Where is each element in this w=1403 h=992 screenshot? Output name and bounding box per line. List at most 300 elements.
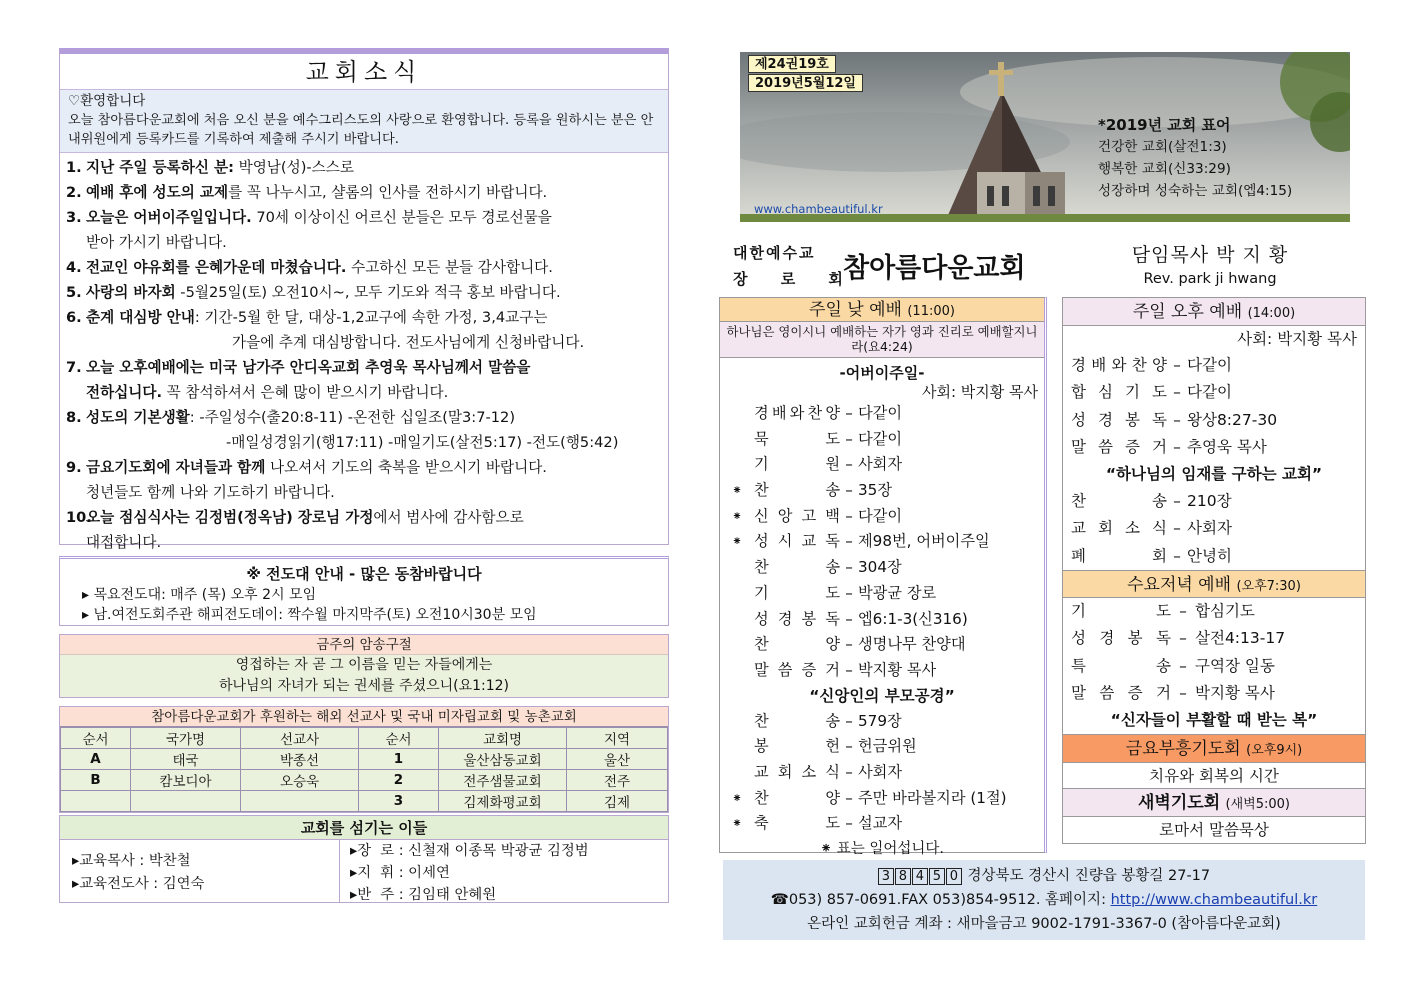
order-item-name <box>754 427 840 453</box>
order-dash: – <box>1179 683 1187 702</box>
order-item-char: 고 <box>801 506 817 525</box>
order-row <box>1071 515 1365 542</box>
evangelism-title: ※ 전도대 안내 - 많은 동참바랍니다 <box>246 565 482 583</box>
news-item-bold: 사랑의 바자회 <box>86 284 176 301</box>
news-item-text <box>86 230 227 255</box>
order-item-name <box>754 581 840 607</box>
mission-cell: 전주샘물교회 <box>439 770 567 791</box>
evangelism-panel <box>59 556 669 626</box>
order-row <box>720 529 1044 555</box>
order-item-char: 양 <box>825 788 840 807</box>
news-item-number: 2. <box>66 184 82 201</box>
issue-date: 2019년5월12일 <box>748 74 863 92</box>
news-item-text <box>86 355 530 380</box>
service-name: 수요저녁 예배 <box>1127 575 1232 596</box>
order-dash: – <box>845 506 853 525</box>
stand-marker: ⁕ <box>731 816 743 831</box>
mission-row <box>61 791 668 812</box>
order-dash: – <box>845 558 853 577</box>
news-item-bold: 성도의 기본생활 <box>86 409 190 426</box>
order-item-char: 와 <box>1111 356 1127 374</box>
order-item-char: 경 <box>1098 410 1113 429</box>
order-item-char: 찬 <box>1131 356 1147 374</box>
afternoon-service-title <box>1063 298 1365 326</box>
order-item-char: 기 <box>1125 383 1140 402</box>
order-item-value: 다같이 <box>1187 356 1232 374</box>
mission-cell: 박종선 <box>241 749 359 770</box>
order-item-char: 양 <box>1152 356 1167 374</box>
morning-order <box>720 401 1044 684</box>
order-item-value: 주만 바라볼지라 (1절) <box>858 788 1007 807</box>
order-item-name <box>754 555 840 581</box>
order-item-char: 봉 <box>1127 629 1143 648</box>
order-row <box>720 734 1044 760</box>
motto-line: 성장하며 성숙하는 교회(엡4:15) <box>1098 183 1293 199</box>
mission-header-cell: 순서 <box>359 728 439 749</box>
zip-digit: 8 <box>895 868 911 885</box>
dawn-prayer-desc: 로마서 말씀묵상 <box>1159 821 1269 840</box>
welcome-text: 오늘 참아름다운교회에 처음 오신 분을 예수그리스도의 사랑으로 환영합니다. 등록을 원하시는 분은 안내위원에게 등록카드를 기록하여 제출해 주시기 바랍니다. <box>68 113 654 147</box>
memory-verse-title: 금주의 암송구절 <box>60 635 668 655</box>
order-item-char: 송 <box>1152 492 1167 511</box>
order-item-char: 기 <box>1071 602 1086 621</box>
denomination-line: 장 로 회 <box>733 270 857 288</box>
order-dash: – <box>845 532 853 551</box>
zip-digit: 0 <box>946 868 962 885</box>
news-item-text <box>226 430 618 455</box>
order-item-char: 배 <box>771 404 787 422</box>
mission-cell: 울산 <box>567 749 668 770</box>
order-item-name <box>754 529 840 555</box>
order-item-char: 도 <box>1156 602 1171 621</box>
morning-service-title <box>720 298 1044 322</box>
header-banner <box>740 52 1350 222</box>
service-time: (새벽5:00) <box>1225 797 1290 813</box>
news-item-rest: 대접합니다. <box>86 534 162 551</box>
order-item-char: 원 <box>825 455 840 474</box>
order-item-name <box>1071 379 1167 406</box>
news-item <box>66 230 662 255</box>
order-item-name <box>1071 653 1171 680</box>
mission-cell: 전주 <box>567 770 668 791</box>
stand-marker <box>720 401 754 427</box>
order-row <box>720 427 1044 453</box>
pastor-name-ko: 담임목사 박 지 황 <box>1131 244 1289 266</box>
wednesday-service-title <box>1063 570 1365 598</box>
mission-cell: 태국 <box>131 749 241 770</box>
order-dash: – <box>845 481 853 500</box>
sunday-morning-service <box>719 297 1047 857</box>
news-item-bold: 오늘은 어버이주일입니다. <box>86 209 252 226</box>
news-item-bold: 춘계 대심방 안내 <box>86 309 195 326</box>
mission-table <box>60 727 668 812</box>
order-row <box>720 607 1044 633</box>
stand-marker <box>720 555 754 581</box>
order-row <box>1071 680 1365 707</box>
news-item-number: 5. <box>66 284 82 301</box>
order-item-value: 박광균 장로 <box>858 583 937 602</box>
order-item-name <box>754 632 840 658</box>
news-item-bold: 오늘 오후예배에는 미국 남가주 안디옥교회 추영욱 목사님께서 말씀을 <box>86 359 531 376</box>
order-item-char: 경 <box>1071 356 1086 374</box>
order-item-char: 씀 <box>1099 683 1115 702</box>
news-item-bold: 오늘 점심식사는 김정범(정옥남) 장로님 가정 <box>86 509 374 526</box>
order-row <box>1071 352 1365 379</box>
afternoon-host: 사회: 박지황 목사 <box>1237 330 1357 348</box>
homepage-link[interactable]: http://www.chambeautiful.kr <box>1110 892 1318 908</box>
news-item <box>66 480 662 505</box>
news-item-rest: 를 꼭 나누시고, 샬롬의 인사를 전하시기 바랍니다. <box>228 184 548 201</box>
order-item-char: 교 <box>1071 519 1086 538</box>
news-item-rest: 받아 가시기 바랍니다. <box>86 234 227 251</box>
order-item-char: 증 <box>801 660 817 679</box>
order-item-char: 와 <box>789 404 805 422</box>
order-dash: – <box>845 455 853 474</box>
order-item-value: 구역장 일동 <box>1195 656 1275 675</box>
elders: ▸장 로 : 신철재 이종목 박광균 김정범 <box>350 843 589 859</box>
order-dash: – <box>845 788 853 807</box>
servers-panel <box>59 815 669 903</box>
news-item-rest: 에서 범사에 감사함으로 <box>373 509 524 526</box>
news-item-number: 10. <box>66 509 92 526</box>
mission-header-cell: 국가명 <box>131 728 241 749</box>
zip-digit: 3 <box>878 868 894 885</box>
order-item-char: 독 <box>825 609 840 628</box>
order-item-char: 합 <box>1071 383 1086 402</box>
order-dash: – <box>1173 437 1181 456</box>
order-item-value: 합심기도 <box>1195 602 1255 621</box>
order-item-char: 소 <box>1125 519 1140 538</box>
order-row <box>720 452 1044 478</box>
news-item-text <box>86 405 515 430</box>
order-item-char: 씀 <box>1098 437 1113 456</box>
order-item-value: 579장 <box>858 711 902 730</box>
mission-cell: A <box>61 749 131 770</box>
news-item-rest: -매일성경읽기(행17:11) -매일기도(살전5:17) -전도(행5:42) <box>226 434 619 451</box>
order-item-name <box>1071 488 1167 515</box>
mission-row <box>61 770 668 791</box>
news-item-text <box>232 330 584 355</box>
order-dash: – <box>1173 519 1181 538</box>
order-row <box>1071 379 1365 406</box>
news-title: 교회소식 <box>60 54 668 90</box>
order-dash: – <box>845 404 853 422</box>
order-row <box>1071 543 1365 570</box>
order-item-char: 백 <box>825 506 840 525</box>
order-item-char: 식 <box>1152 519 1167 538</box>
order-item-value: 엡6:1-3(신316) <box>858 609 968 628</box>
order-row <box>1071 407 1365 434</box>
order-dash: – <box>1173 383 1181 402</box>
zip-digit: 5 <box>929 868 945 885</box>
order-item-char: 성 <box>754 532 769 551</box>
news-item <box>66 205 662 230</box>
order-item-name <box>754 504 840 530</box>
mission-support-table <box>59 706 669 813</box>
news-item-rest: 70세 이상이신 어르신 분들은 모두 경로선물을 <box>251 209 552 226</box>
order-item-char: 도 <box>825 583 840 602</box>
order-item-char: 회 <box>777 762 793 781</box>
phone-line <box>723 888 1365 912</box>
order-item-char: 경 <box>754 404 769 422</box>
order-dash: – <box>1173 410 1181 429</box>
news-item-rest: : -주일성수(출20:8-11) -온전한 십일조(말3:7-12) <box>189 409 516 426</box>
news-item-text <box>86 455 547 480</box>
order-item-char: 특 <box>1071 656 1086 675</box>
order-dash: – <box>845 711 853 730</box>
order-item-char: 소 <box>801 762 817 781</box>
order-item-name <box>754 401 840 427</box>
order-item-char: 봉 <box>1125 410 1140 429</box>
afternoon-order-after <box>1063 488 1365 570</box>
order-row <box>720 811 1044 837</box>
order-item-value: 추영욱 목사 <box>1187 437 1267 456</box>
order-item-char: 신 <box>754 506 769 525</box>
news-item-number: 7. <box>66 359 82 376</box>
stand-marker <box>720 427 754 453</box>
order-item-value: 제98번, 어버이주일 <box>858 532 990 551</box>
order-item-char: 찬 <box>754 711 769 730</box>
order-item-value: 생명나무 찬양대 <box>858 635 966 654</box>
news-item-number: 9. <box>66 459 82 476</box>
morning-subtitle: -어버이주일- <box>839 364 925 382</box>
order-item-char: 경 <box>1099 629 1115 648</box>
stand-marker: ⁕ <box>731 508 743 523</box>
afternoon-order <box>1063 352 1365 461</box>
order-item-name <box>754 786 840 812</box>
order-dash: – <box>1173 492 1181 511</box>
order-item-char: 회 <box>1152 546 1167 565</box>
order-item-char: 배 <box>1091 356 1107 374</box>
news-item-text <box>86 180 547 205</box>
order-item-char: 송 <box>825 711 840 730</box>
order-row <box>720 581 1044 607</box>
education-pastor: ▸교육목사 : 박찬철 <box>72 853 191 869</box>
mission-cell <box>241 791 359 812</box>
order-item-value: 35장 <box>858 481 892 500</box>
account-line: 온라인 교회헌금 계좌 : 새마을금고 9002-1791-3367-0 (참아름다운교회) <box>807 916 1281 932</box>
order-item-value: 박지황 목사 <box>1195 683 1275 702</box>
morning-host: 사회: 박지황 목사 <box>921 383 1038 401</box>
order-row <box>1071 434 1365 461</box>
welcome-box <box>60 90 668 153</box>
order-item-char: 증 <box>1125 437 1140 456</box>
news-item-bold: 지난 주일 등록하신 분: <box>86 159 234 176</box>
friday-prayer-title <box>1063 735 1365 763</box>
morning-order-after <box>720 709 1044 837</box>
news-item <box>66 455 662 480</box>
order-item-name <box>1071 680 1171 707</box>
order-item-char: 송 <box>825 481 840 500</box>
order-row <box>720 709 1044 735</box>
church-motto <box>1098 114 1292 202</box>
order-item-char: 송 <box>1156 656 1171 675</box>
issue-number: 제24권19호 <box>748 55 836 73</box>
servers-right <box>340 840 668 902</box>
order-item-char: 찬 <box>1071 492 1086 511</box>
evangelism-line: ▸ 목요전도대: 매주 (목) 오후 2시 모임 <box>82 587 317 603</box>
servers-title: 교회를 섬기는 이들 <box>60 816 668 840</box>
news-item-text <box>86 505 524 530</box>
order-item-char: 기 <box>754 583 769 602</box>
order-row <box>720 658 1044 684</box>
order-item-char: 송 <box>825 558 840 577</box>
order-dash: – <box>845 583 853 602</box>
order-item-char: 찬 <box>754 788 769 807</box>
mission-cell: 2 <box>359 770 439 791</box>
news-item <box>66 280 662 305</box>
order-item-name <box>754 658 840 684</box>
news-item-number: 3. <box>66 209 82 226</box>
conductor: ▸지 휘 : 이세연 <box>350 865 450 881</box>
church-news-panel <box>59 48 669 551</box>
order-dash: – <box>1179 602 1187 621</box>
order-item-value: 안녕히 <box>1187 546 1232 565</box>
order-item-char: 독 <box>1152 410 1167 429</box>
news-item-text <box>86 380 448 405</box>
order-item-char: 헌 <box>825 737 840 756</box>
memory-verse-line: 영접하는 자 곧 그 이름을 믿는 자들에게는 <box>235 657 493 673</box>
news-item-number: 4. <box>66 259 82 276</box>
mission-cell: B <box>61 770 131 791</box>
service-name: 금요부흥기도회 <box>1125 739 1241 760</box>
mission-cell <box>131 791 241 812</box>
order-item-char: 성 <box>1071 410 1086 429</box>
order-item-name <box>1071 598 1171 625</box>
order-item-char: 회 <box>1098 519 1113 538</box>
order-row <box>720 786 1044 812</box>
order-item-char: 찬 <box>754 481 769 500</box>
mission-cell: 울산삼동교회 <box>439 749 567 770</box>
news-item <box>66 405 662 430</box>
order-item-char: 봉 <box>754 737 769 756</box>
zip-code <box>878 868 963 884</box>
news-list <box>60 153 668 557</box>
order-item-char: 양 <box>825 635 840 654</box>
order-item-char: 양 <box>825 404 840 422</box>
order-item-value: 왕상8:27-30 <box>1187 410 1278 429</box>
news-item-text <box>86 205 552 230</box>
mission-cell: 김제 <box>567 791 668 812</box>
order-item-char: 묵 <box>754 429 769 448</box>
stand-marker: ⁕ <box>731 790 743 805</box>
order-item-name <box>754 811 840 837</box>
service-name: 주일 낮 예배 <box>809 300 902 320</box>
news-item-text <box>86 305 547 330</box>
order-dash: – <box>845 609 853 628</box>
order-row <box>720 401 1044 427</box>
order-row <box>720 555 1044 581</box>
motto-line: 행복한 교회(신33:29) <box>1098 161 1231 177</box>
news-item-bold: 예배 후에 성도의 교제 <box>86 184 229 201</box>
mission-cell: 3 <box>359 791 439 812</box>
order-item-value: 304장 <box>858 558 902 577</box>
order-item-name <box>754 452 840 478</box>
news-item-bold: 금요기도회에 자녀들과 함께 <box>86 459 266 476</box>
accompanist: ▸반 주 : 김임태 안혜원 <box>350 887 497 903</box>
news-item <box>66 155 662 180</box>
news-item <box>66 255 662 280</box>
evangelism-line: ▸ 남.여전도회주관 해피전도데이: 짝수월 마지막주(토) 오전10시30분 모임 <box>82 607 537 623</box>
wednesday-sermon-title: “신자들이 부활할 때 받는 복” <box>1063 707 1365 735</box>
mission-cell: 캄보디아 <box>131 770 241 791</box>
order-item-char: 말 <box>1071 437 1086 456</box>
order-item-value: 사회자 <box>858 762 903 781</box>
news-item <box>66 355 662 380</box>
pastor-info <box>1100 240 1320 287</box>
order-dash: – <box>845 762 853 781</box>
service-name: 주일 오후 예배 <box>1132 302 1243 322</box>
address-line <box>723 864 1365 888</box>
order-item-value: 설교자 <box>858 814 903 833</box>
service-time: (14:00) <box>1247 306 1296 321</box>
news-item-text <box>86 280 561 305</box>
mission-table-title: 참아름다운교회가 후원하는 해외 선교사 및 국내 미자립교회 및 농촌교회 <box>60 707 668 727</box>
order-item-char: 시 <box>777 532 793 551</box>
order-item-char: 거 <box>1152 437 1167 456</box>
pastor-name-en: Rev. park ji hwang <box>1143 271 1277 287</box>
servers-left <box>60 840 340 902</box>
order-item-value: 살전4:13-17 <box>1195 629 1286 648</box>
order-dash: – <box>1179 656 1187 675</box>
stand-marker <box>720 581 754 607</box>
service-time: (11:00) <box>907 304 955 319</box>
order-item-char: 성 <box>754 609 769 628</box>
news-item-text <box>86 530 161 555</box>
order-item-char: 기 <box>754 455 769 474</box>
order-item-name <box>1071 352 1167 379</box>
stand-marker <box>720 452 754 478</box>
education-evangelist: ▸교육전도사 : 김연숙 <box>72 876 205 892</box>
mission-cell <box>61 791 131 812</box>
address: 경상북도 경산시 진량읍 봉황길 27-17 <box>962 868 1211 884</box>
order-dash: – <box>845 814 853 833</box>
order-item-name <box>754 709 840 735</box>
motto-line: 건강한 교회(살전1:3) <box>1098 139 1227 155</box>
order-item-value: 다같이 <box>858 506 903 525</box>
stand-marker <box>720 632 754 658</box>
footer-contact <box>723 860 1365 940</box>
memory-verse-panel <box>59 634 669 698</box>
mission-header-cell: 지역 <box>567 728 668 749</box>
order-item-value: 헌금위원 <box>858 737 917 756</box>
order-item-name <box>1071 515 1167 542</box>
order-row <box>1071 653 1365 680</box>
stand-marker <box>720 734 754 760</box>
news-item-bold: 전하십니다. <box>86 384 163 401</box>
order-item-char: 심 <box>1098 383 1113 402</box>
stand-marker <box>720 760 754 786</box>
order-item-value: 210장 <box>1187 492 1232 511</box>
order-row <box>720 760 1044 786</box>
stand-marker <box>720 709 754 735</box>
standing-note: ⁕ 표는 일어섭니다. <box>819 841 945 857</box>
news-item <box>66 530 662 555</box>
news-item-number: 8. <box>66 409 82 426</box>
morning-verse: 하나님은 영이시니 예배하는 자가 영과 진리로 예배할지니라(요4:24) <box>720 322 1044 358</box>
order-item-char: 경 <box>777 609 793 628</box>
dawn-prayer-title <box>1063 789 1365 817</box>
morning-sermon-title: “신앙인의 부모공경” <box>809 686 955 705</box>
order-item-char: 폐 <box>1071 546 1086 565</box>
news-item-rest: 꼭 참석하셔서 은혜 많이 받으시기 바랍니다. <box>162 384 449 401</box>
order-item-name <box>754 760 840 786</box>
order-item-char: 말 <box>754 660 769 679</box>
order-item-char: 거 <box>1155 683 1171 702</box>
order-item-char: 찬 <box>807 404 823 422</box>
denomination-line: 대한예수교 <box>733 244 816 262</box>
service-time: (오후7:30) <box>1236 579 1301 595</box>
